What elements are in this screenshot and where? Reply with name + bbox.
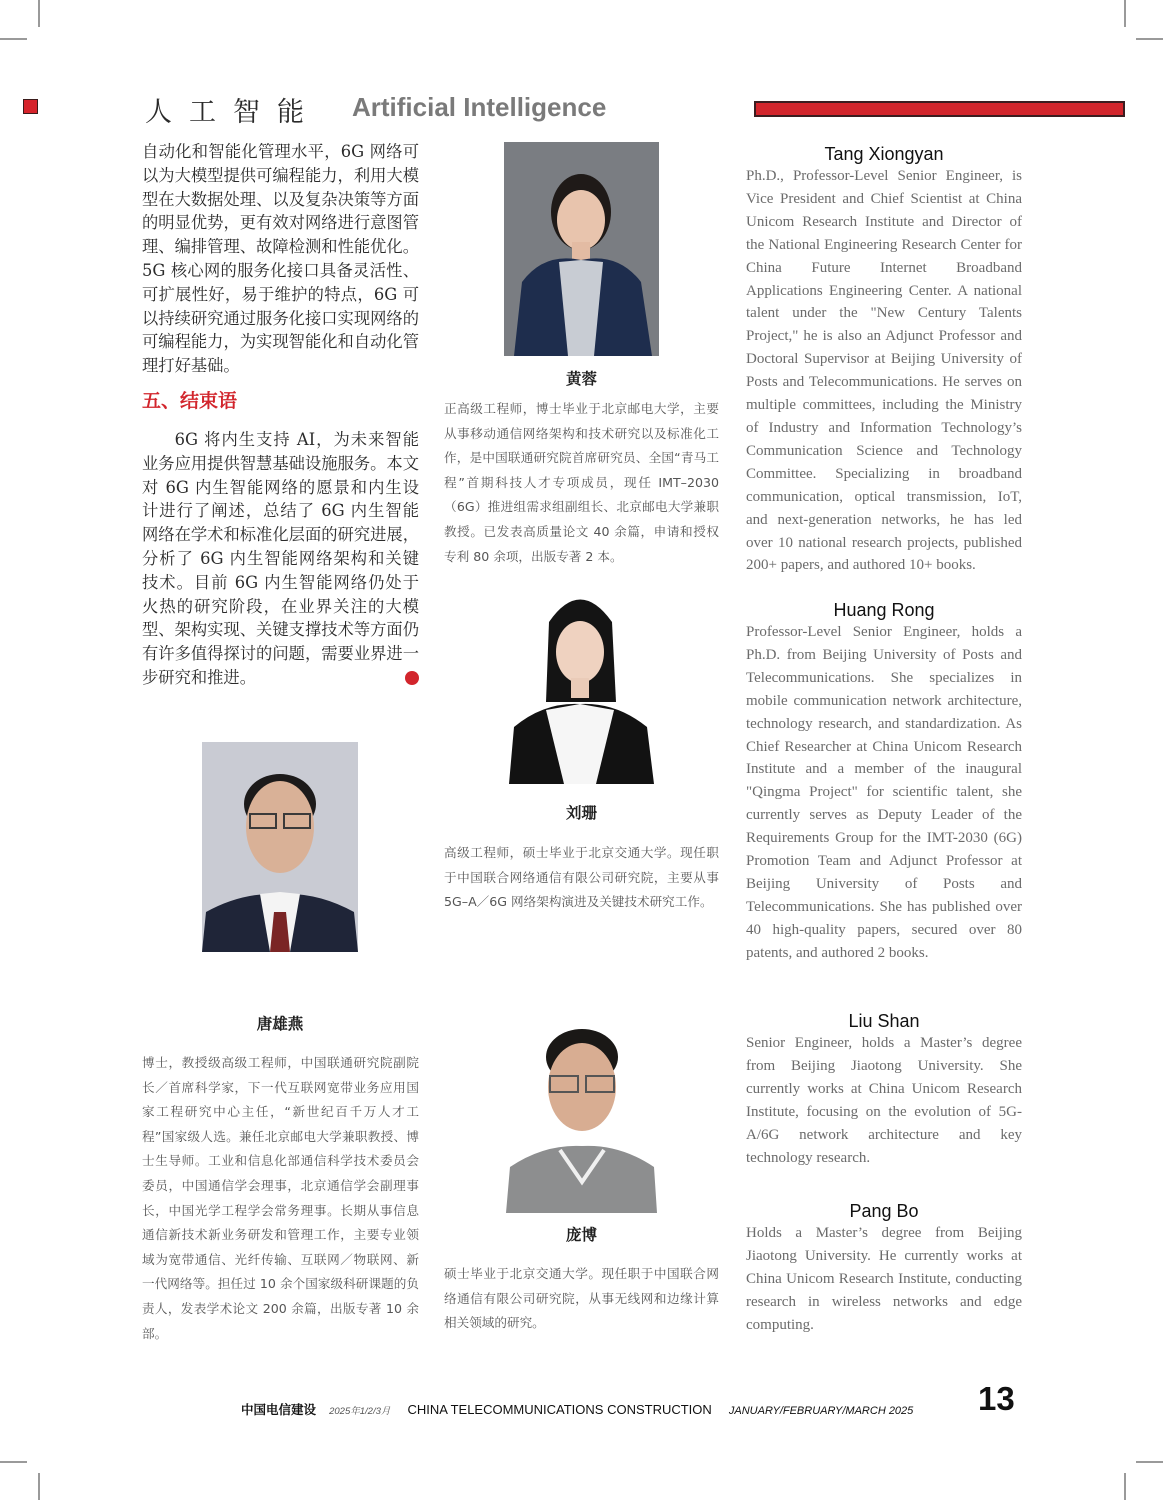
author-bio-en: Senior Engineer, holds a Master’s degree from Beijing Jiaotong University. She currently works at China Unicom Research Institute, focusing on the evolution of 5G-A/6G network architecture and key technology research. (746, 1035, 1022, 1166)
issue-date-en: JANUARY/FEBRUARY/MARCH 2025 (728, 1405, 914, 1417)
crop-mark-top-left-h (0, 38, 27, 40)
author-bio-en: Ph.D., Professor-Level Senior Engineer, is Vice President and Chief Scientist at China Unicom Research Institute and Director of the National Engineering Research Center for China Future Internet Broadband Applications Engineering Center. A national talent under the "New Century Talents Project," he is also an Adjunct Professor and Doctoral Supervisor at Beijing University of Posts and Telecommunications. He serves on multiple committees, including the Ministry of Industry and Information Technology’s Communication Science and Technology Committee. Specializing in broadband communication, optical transmission, IoT, and next-generation networks, he has led over 10 national research projects, published 200+ papers, and authored 10+ books. (746, 168, 1022, 574)
crop-mark-top-left-v (38, 0, 40, 27)
crop-mark-top-right-h (1136, 38, 1163, 40)
author-name-en: Tang Xiongyan (824, 144, 944, 164)
magazine-name-cn: 中国电信建设 (241, 1402, 317, 1417)
author-name-cn: 黄蓉 (565, 370, 597, 388)
page-footer (241, 1399, 913, 1419)
author-name-en: Pang Bo (849, 1201, 919, 1221)
author-bio-en: Professor-Level Senior Engineer, holds a Ph.D. from Beijing University of Posts and Telecommunications. She specializes in mobile communication network architecture, technology research, and standardization. As Chief Researcher at China Unicom Research Institute and a member of the inaugural "Qingma Project" for scientific talent, she currently serves as Deputy Leader of the Requirements Group for the IMT-2030 (6G) Promotion Team and Adjunct Professor at Beijing University of Posts and Telecommunications. She has published over 40 high-quality papers, secured over 80 patents, and authored 2 books. (746, 624, 1022, 961)
author-name-en: Huang Rong (833, 600, 935, 620)
end-mark-icon: CTC (405, 671, 419, 685)
magazine-name-en: CHINA TELECOMMUNICATIONS CONSTRUCTION (407, 1402, 712, 1417)
author-bio-cn: 博士，教授级高级工程师，中国联通研究院副院长／首席科学家，下一代互联网宽带业务应用国家工程研究中心主任，“新世纪百千万人才工程”国家级人选。兼任北京邮电大学兼职教授、博士生导师。工业和信息化部通信科学技术委员会委员，中国通信学会理事，北京通信学会副理事长，中国光学工程学会常务理事。长期从事信息通信新技术新业务研发和管理工作，主要专业领域为宽带通信、光纤传输、互联网／物联网、新一代网络等。担任过 10 余个国家级科研课题的负责人，发表学术论文 200 余篇，出版专著 10 余部。 (142, 1055, 419, 1341)
author-bio-cn: 硕士毕业于北京交通大学。现任职于中国联合网络通信有限公司研究院，从事无线网和边缘计算相关领域的研究。 (444, 1266, 719, 1331)
article-body (142, 140, 451, 690)
crop-mark-bottom-right-v (1124, 1473, 1126, 1500)
crop-mark-bottom-left-h (0, 1461, 27, 1463)
author-en-huang (746, 599, 1022, 965)
author-en-liu (746, 1010, 1022, 1169)
section-marker-icon (23, 99, 38, 114)
crop-mark-bottom-left-v (38, 1473, 40, 1500)
section-title-cn: 人工智能 (145, 97, 321, 128)
article-paragraph: 自动化和智能化管理水平，6G 网络可以为大模型提供可编程能力，利用大模型在大数据处理、以及复杂决策等方面的明显优势，更有效对网络进行意图管理、编排管理、故障检测和性能优化。5G 核心网的服务化接口具备灵活性、可扩展性好，易于维护的特点，6G 可以持续研究通过服务化接口实现网络的可编程能力，为实现智能化和自动化管理打好基础。 (142, 142, 419, 376)
author-en-pang (746, 1200, 1022, 1337)
author-en-tang (746, 143, 1022, 577)
author-bio-en: Holds a Master’s degree from Beijing Jiaotong University. He currently works at China Unicom Research Institute, conducting research in wireless networks and edge computing. (746, 1225, 1022, 1333)
author-bio-cn: 正高级工程师，博士毕业于北京邮电大学，主要从事移动通信网络架构和技术研究以及标准化工作，是中国联通研究院首席研究员、全国“青马工程”首期科技人才专项成员，现任 IMT–2030（6G）推进组需求组副组长、北京邮电大学兼职教授。已发表高质量论文 40 余篇，申请和授权专利 80 余项，出版专著 2 本。 (444, 401, 719, 564)
author-photo-tang-xiongyan (202, 742, 358, 952)
issue-date-cn: 2025年1/2/3月 (329, 1406, 391, 1417)
author-photo-pang-bo (504, 1012, 659, 1213)
author-name-cn: 唐雄燕 (256, 1015, 304, 1033)
author-name-cn: 刘珊 (565, 804, 597, 822)
header-accent-bar (754, 101, 1125, 117)
page-number: 13 (978, 1380, 1015, 1417)
author-photo-liu-shan (504, 582, 657, 784)
conclusion-text: 6G 将内生支持 AI，为未来智能业务应用提供智慧基础设施服务。本文对 6G 内生智能网络的愿景和内生设计进行了阐述，总结了 6G 内生智能网络在学术和标准化层面的研究进展，分析了 6G 内生智能网络架构和关键技术。目前 6G 内生智能网络仍处于火热的研究阶段，在业界关注的大模型、架构实现、关键支撑技术等方面仍有许多值得探讨的问题，需要业界进一步研究和推进。 (142, 429, 419, 687)
author-name-en: Liu Shan (848, 1011, 920, 1031)
crop-mark-top-right-v (1124, 0, 1126, 27)
crop-mark-bottom-right-h (1136, 1461, 1163, 1463)
article-paragraph (142, 428, 451, 690)
section-heading: 五、结束语 (142, 389, 238, 412)
author-photo-huang-rong (504, 142, 659, 356)
author-name-cn: 庞博 (565, 1226, 597, 1244)
author-bio-cn: 高级工程师，硕士毕业于北京交通大学。现任职于中国联合网络通信有限公司研究院，主要从事 5G–A／6G 网络架构演进及关键技术研究工作。 (444, 845, 719, 910)
section-title-en: Artificial Intelligence (352, 92, 607, 122)
